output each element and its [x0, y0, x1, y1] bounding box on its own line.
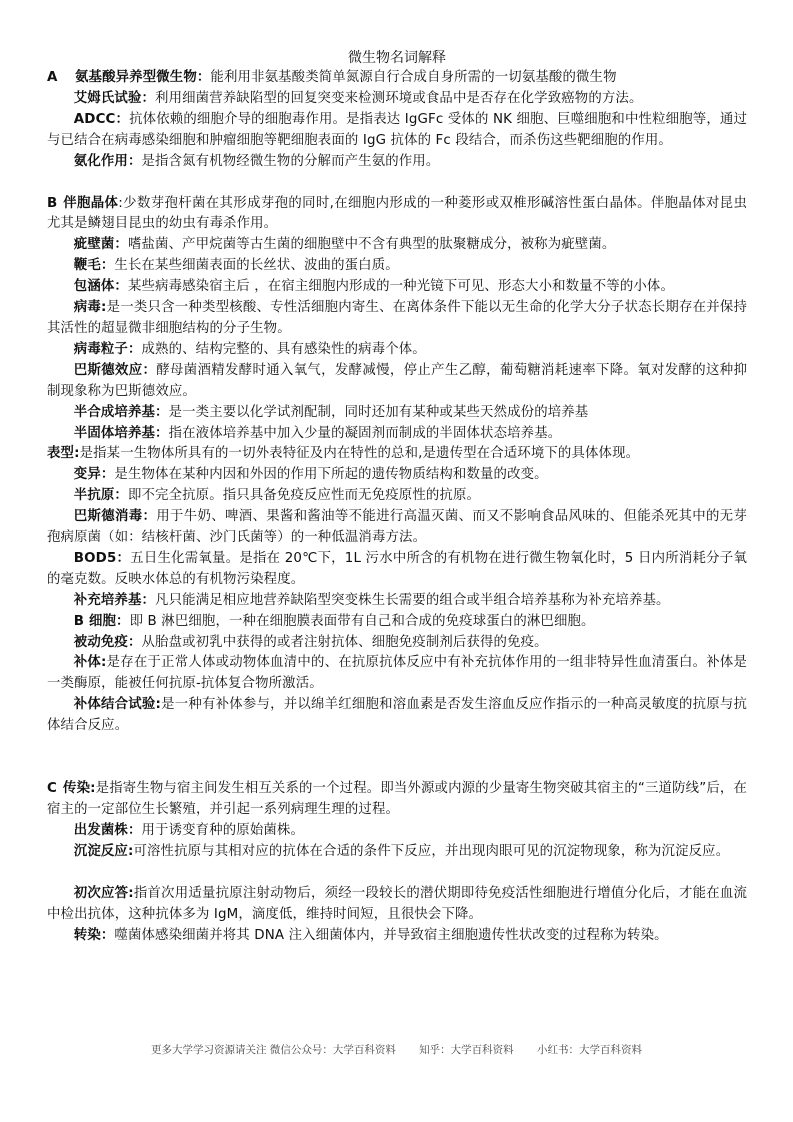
- footer-zhihu: 知乎：大学百科资料: [419, 1044, 514, 1056]
- entry-definition: 酵母菌酒精发酵时通入氧气，发酵减慢，停止产生乙醇，葡萄糖消耗速率下降。氧对发酵的这种抑制现象称为巴斯德效应。: [47, 362, 747, 399]
- entry-definition: 即 B 淋巴细胞，一种在细胞膜表面带有自己和合成的免疫球蛋白的淋巴细胞。: [129, 613, 595, 629]
- entry-term: 伴胞晶体: [63, 195, 119, 211]
- entry-complement-fixation-test: [47, 695, 747, 737]
- entry-pasteur-effect: [47, 361, 747, 403]
- entry-ames-test: [47, 89, 747, 110]
- entry-definition: 凡只能满足相应地营养缺陷型突变株生长需要的组合或半组合培养基称为补充培养基。: [155, 592, 670, 608]
- entry-definition: 用于诱变育种的原始菌株。: [141, 822, 304, 838]
- footer-wechat: 更多大学学习资源请关注 微信公众号：大学百科资料: [150, 1044, 396, 1056]
- entry-term: ADCC：: [73, 111, 130, 127]
- entry-term: 变异：: [73, 467, 115, 483]
- entry-definition: 是一种有补体参与，并以绵羊红细胞和溶血素是否发生溶血反应作指示的一种高灵敏度的抗原与抗体结合反应。: [47, 697, 747, 734]
- section-b: [47, 194, 747, 738]
- entry-supplemented-medium: [47, 591, 747, 612]
- entry-precipitation-reaction: [47, 842, 747, 863]
- entry-term: 半抗原：: [73, 488, 128, 504]
- entry-definition: 是指寄生物与宿主间发生相互关系的一个过程。即当外源或内源的少量寄生物突破其宿主的“三道防线”后，在宿主的一定部位生长繁殖，并引起一系列病理生理的过程。: [47, 781, 747, 817]
- entry-starting-strain: [47, 821, 747, 842]
- entry-definition: 是生物体在某种内因和外因的作用下所起的遗传物质结构和数量的改变。: [114, 467, 548, 483]
- paragraph-spacer: [47, 863, 747, 884]
- entry-term: BOD5：: [73, 550, 131, 566]
- entry-definition: 用于牛奶、啤酒、果酱和酱油等不能进行高温灭菌、而又不影响食品风味的、但能杀死其中的无芽孢病原菌（如：结核杆菌、沙门氏菌等）的一种低温消毒方法。: [47, 509, 747, 546]
- section-spacer: [47, 173, 747, 194]
- entry-definition: 指首次用适量抗原注射动物后，须经一段较长的潜伏期即待免疫活性细胞进行增值分化后，才能在血流中检出抗体，这种抗体多为 IgM，滴度低，维持时间短，且很快会下降。: [47, 885, 747, 922]
- entry-definition: 是一类主要以化学试剂配制，同时还加有某种或某些天然成份的培养基: [168, 404, 589, 420]
- entry-term: 疵壁菌：: [73, 237, 128, 253]
- entry-semi-solid-medium: [47, 424, 747, 445]
- entry-complement: [47, 653, 747, 695]
- entry-definition: 嗜盐菌、产甲烷菌等古生菌的细胞壁中不含有典型的肽聚糖成分，被称为疵壁菌。: [127, 237, 616, 253]
- section-letter: B: [47, 195, 58, 211]
- entry-virion: [47, 340, 747, 361]
- entry-definition: :少数芽孢杆菌在其形成芽孢的同时,在细胞内形成的一种菱形或双椎形碱溶性蛋白晶体。伴胞晶体对昆虫尤其是鳞翅目昆虫的幼虫有毒杀作用。: [47, 195, 747, 232]
- entry-term: 被动免疫：: [73, 634, 142, 650]
- entry-adcc: [47, 110, 747, 152]
- entry-term: B 细胞：: [73, 613, 130, 629]
- entry-definition: 噬菌体感染细菌并将其 DNA 注入细菌体内，并导致宿主细胞遗传性状改变的过程称为转染。: [114, 927, 668, 943]
- entry-virus: [47, 298, 747, 340]
- entry-term: 传染:: [63, 781, 96, 797]
- entry-definition: 是指某一生物体所具有的一切外表特征及内在特性的总和,是遗传型在合适环境下的具体体现。: [79, 446, 640, 462]
- entry-term: 氨基酸异养型微生物：: [75, 70, 211, 85]
- entry-definition: 是存在于正常人体或动物体血清中的、在抗原抗体反应中有补充抗体作用的一组非特异性血清蛋白。补体是一类酶原，能被任何抗原-抗体复合物所激活。: [47, 655, 747, 692]
- entry-definition: 某些病毒感染宿主后 ，在宿主细胞内形成的一种光镜下可见、形态大小和数量不等的小体。: [127, 279, 674, 295]
- entry-parasporal-crystal: [47, 194, 747, 236]
- entry-term: 出发菌株：: [73, 822, 142, 838]
- entry-inclusion-body: [47, 277, 747, 298]
- section-c: [47, 779, 747, 946]
- document-page: [47, 48, 747, 946]
- entry-pasteurization: [47, 507, 747, 549]
- entry-transfection: [47, 926, 747, 947]
- entry-term: 沉淀反应:: [73, 843, 134, 859]
- entry-term: 补体:: [73, 655, 107, 671]
- section-spacer: [47, 737, 747, 779]
- entry-term: 氨化作用：: [73, 153, 142, 169]
- entry-amino-acid-heterotroph: [47, 68, 747, 89]
- entry-term: 补充培养基：: [73, 592, 156, 608]
- entry-definition: 抗体依赖的细胞介导的细胞毒作用。是指表达 IgGFc 受体的 NK 细胞、巨噬细胞和中性粒细胞等，通过与已结合在病毒感染细胞和肿瘤细胞等靶细胞表面的 IgG 抗体的 Fc 段结合，而杀伤这些靶细胞的作用。: [47, 111, 747, 148]
- entry-term: 巴斯德效应：: [73, 362, 157, 378]
- entry-definition: 成熟的、结构完整的、具有感染性的病毒个体。: [141, 341, 426, 357]
- entry-term: 病毒粒子：: [73, 341, 142, 357]
- entry-definition: 可溶性抗原与其相对应的抗体在合适的条件下反应，并出现肉眼可见的沉淀物现象，称为沉淀反应。: [133, 843, 730, 859]
- entry-bod5: [47, 549, 747, 591]
- entry-term: 艾姆氏试验：: [73, 90, 156, 106]
- entry-primary-response: [47, 884, 747, 926]
- entry-variation: [47, 465, 747, 486]
- entry-definition: 即不完全抗原。指只具备免疫反应性而无免疫原性的抗原。: [127, 488, 481, 504]
- page-footer: [0, 1042, 793, 1057]
- entry-term: 表型:: [47, 446, 80, 462]
- entry-b-cell: [47, 612, 747, 633]
- entry-term: 半固体培养基：: [73, 425, 169, 441]
- entry-term: 包涵体：: [73, 279, 128, 295]
- entry-definition: 能利用非氨基酸类简单氮源自行合成自身所需的一切氨基酸的微生物: [210, 70, 617, 85]
- entry-definition: 生长在某些细菌表面的长丝状、波曲的蛋白质。: [114, 258, 399, 274]
- entry-term: 鞭毛：: [73, 258, 115, 274]
- entry-phenotype: [47, 444, 747, 465]
- section-letter: C: [47, 781, 57, 797]
- entry-infection: [47, 779, 747, 821]
- entry-defective-wall-bacteria: [47, 235, 747, 256]
- entry-term: 巴斯德消毒：: [73, 509, 157, 525]
- entry-definition: 五日生化需氧量。是指在 20℃下，1L 污水中所含的有机物在进行微生物氧化时，5 日内所消耗分子氧的毫克数。反映水体总的有机物污染程度。: [47, 550, 747, 587]
- entry-term: 初次应答:: [73, 885, 134, 901]
- entry-definition: 是一类只含一种类型核酸、专性活细胞内寄生、在离体条件下能以无生命的化学大分子状态长期存在并保持其活性的超显微非细胞结构的分子生物。: [47, 300, 747, 336]
- entry-semi-synthetic-medium: [47, 403, 747, 424]
- entry-flagellum: [47, 256, 747, 277]
- entry-definition: 利用细菌营养缺陷型的回复突变来检测环境或食品中是否存在化学致癌物的方法。: [155, 90, 643, 106]
- entry-ammonification: [47, 152, 747, 173]
- entry-hapten: [47, 486, 747, 507]
- entry-term: 半合成培养基：: [73, 404, 169, 420]
- section-letter: A: [47, 70, 58, 85]
- entry-term: 病毒:: [73, 300, 107, 316]
- document-title: 微生物名词解释: [348, 50, 446, 66]
- section-a: [47, 68, 747, 173]
- entry-term: 转染：: [73, 927, 115, 943]
- entry-passive-immunity: [47, 633, 747, 654]
- entry-definition: 指在液体培养基中加入少量的凝固剂而制成的半固体状态培养基。: [168, 425, 562, 441]
- entry-definition: 是指含氮有机物经微生物的分解而产生氨的作用。: [141, 153, 440, 169]
- footer-xiaohongshu: 小红书：大学百科资料: [537, 1044, 643, 1056]
- entry-definition: 从胎盘或初乳中获得的或者注射抗体、细胞免疫制剂后获得的免疫。: [141, 634, 548, 650]
- entry-term: 补体结合试验:: [73, 697, 162, 713]
